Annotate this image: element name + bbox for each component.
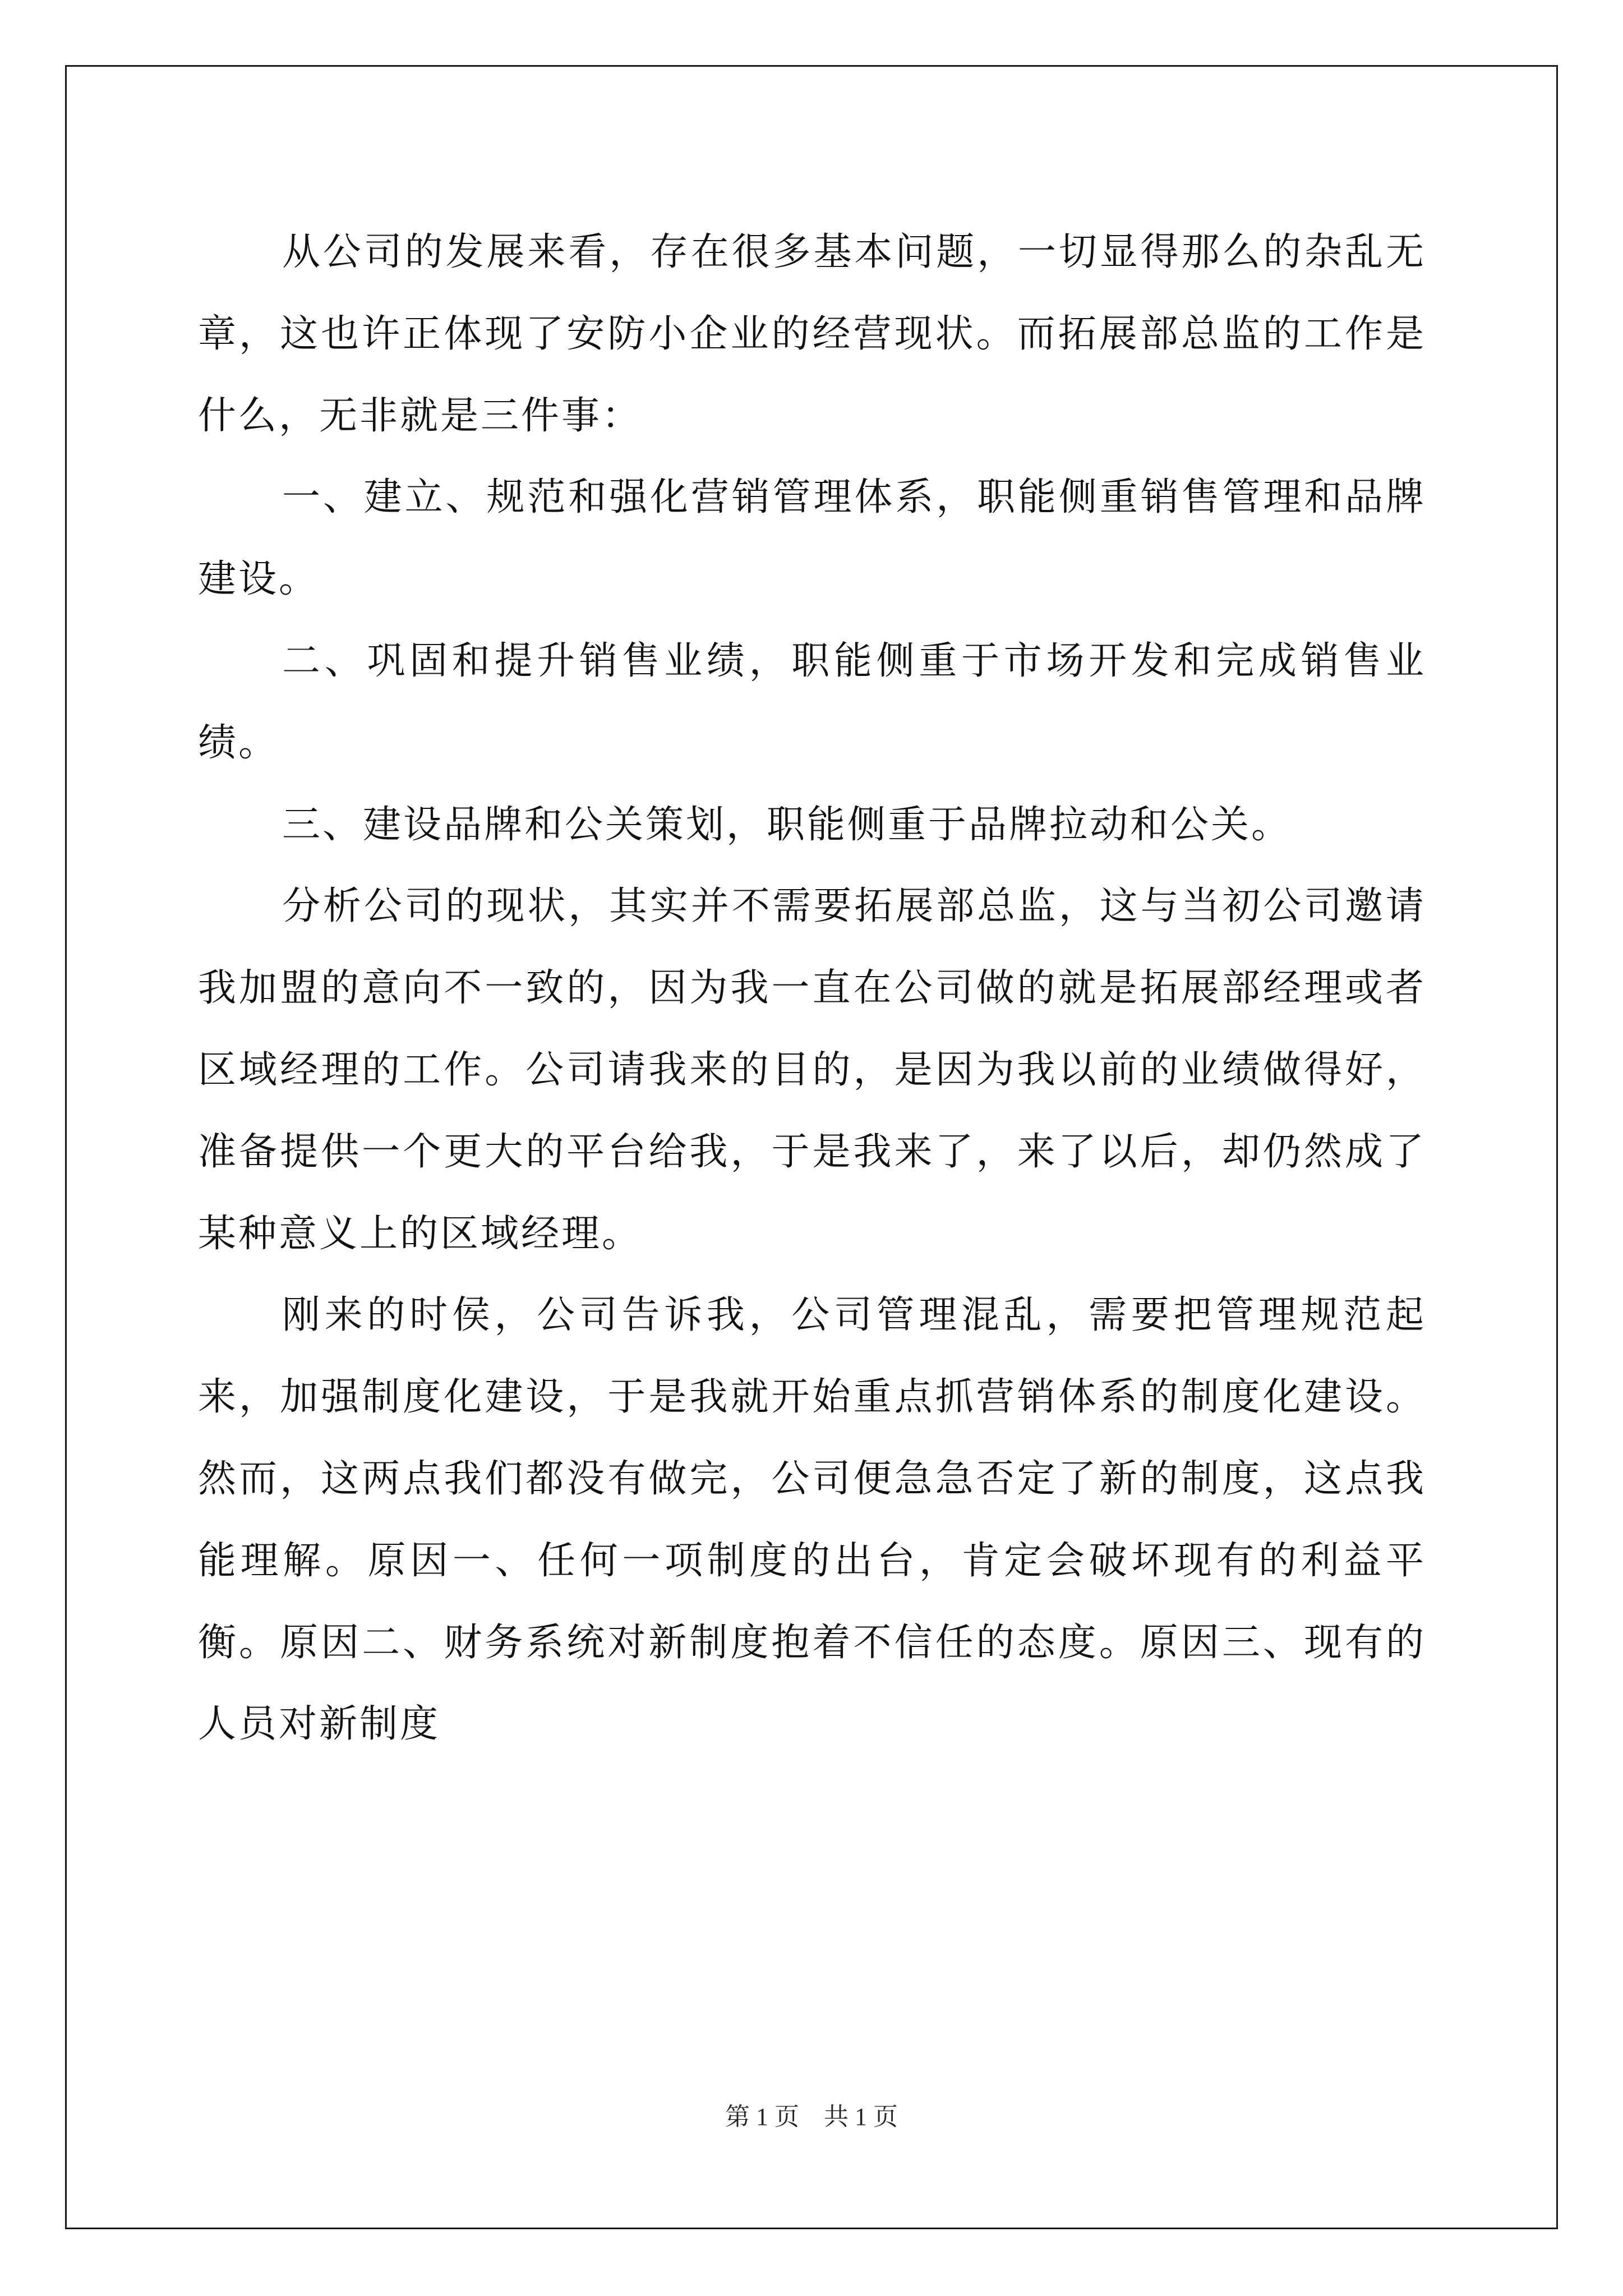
paragraph-item-one: 一、建立、规范和强化营销管理体系，职能侧重销售管理和品牌建设。: [198, 475, 1426, 602]
paragraph-item-two: 二、巩固和提升销售业绩，职能侧重于市场开发和完成销售业绩。: [198, 638, 1426, 765]
paragraph-analysis: 分析公司的现状，其实并不需要拓展部总监，这与当初公司邀请我加盟的意向不一致的，因为我一直在公司做的就是拓展部经理或者区域经理的工作。公司请我来的目的，是因为我以前的业绩做得好，准备提供一个更大的平台给我，于是我来了，来了以后，却仍然成了某种意义上的区域经理。: [198, 884, 1426, 1256]
paragraph-item-three: 三、建设品牌和公关策划，职能侧重于品牌拉动和公关。: [282, 802, 1292, 847]
paragraph-arrival: 刚来的时侯，公司告诉我，公司管理混乱，需要把管理规范起来，加强制度化建设，于是我就开始重点抓营销体系的制度化建设。然而，这两点我们都没有做完，公司便急急否定了新的制度，这点我能理解。原因一、任何一项制度的出台，肯定会破坏现有的利益平衡。原因二、财务系统对新制度抱着不信任的态度。原因三、现有的人员对新制度: [198, 1293, 1426, 1747]
paragraph-intro: 从公司的发展来看，存在很多基本问题，一切显得那么的杂乱无章，这也许正体现了安防小企业的经营现状。而拓展部总监的工作是什么，无非就是三件事：: [198, 230, 1426, 438]
page-footer: 第 1 页 共 1 页: [725, 2103, 898, 2131]
document-body: [198, 211, 1426, 1765]
